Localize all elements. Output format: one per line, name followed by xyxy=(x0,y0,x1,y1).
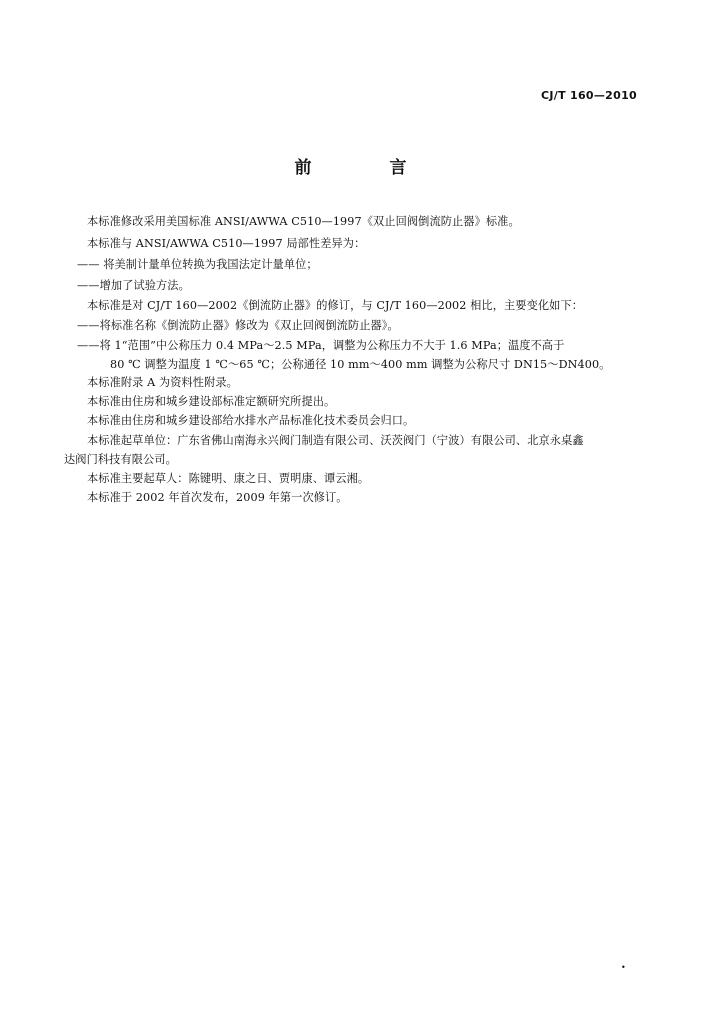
page-mark: • xyxy=(621,963,626,972)
list-item: ——增加了试验方法。 xyxy=(77,279,190,292)
standard-number: CJ/T 160—2010 xyxy=(541,89,637,102)
paragraph: 本标准附录 A 为资料性附录。 xyxy=(87,376,238,389)
paragraph: 本标准与 ANSI/AWWA C510—1997 局部性差异为： xyxy=(87,237,366,250)
page-title: 前 言 xyxy=(294,158,443,178)
paragraph: 本标准于 2002 年首次发布，2009 年第一次修订。 xyxy=(87,491,348,504)
list-item-continuation: 80 ℃ 调整为温度 1 ℃～65 ℃；公称通径 10 mm～400 mm 调整为公称尺寸 DN15～DN400。 xyxy=(110,358,611,371)
paragraph: 本标准修改采用美国标准 ANSI/AWWA C510—1997《双止回阀倒流防止器》标准。 xyxy=(87,215,520,228)
paragraph: 本标准起草单位：广东省佛山南海永兴阀门制造有限公司、沃茨阀门（宁波）有限公司、北京永桌鑫 xyxy=(87,434,584,447)
list-item: ——将标准名称《倒流防止器》修改为《双止回阀倒流防止器》。 xyxy=(77,319,399,332)
list-item: —— 将美制计量单位转换为我国法定计量单位； xyxy=(77,258,318,271)
paragraph: 本标准由住房和城乡建设部给水排水产品标准化技术委员会归口。 xyxy=(87,414,415,427)
paragraph: 本标准主要起草人：陈键明、康之日、贾明康、谭云湘。 xyxy=(87,472,370,485)
paragraph: 本标准是对 CJ/T 160—2002《倒流防止器》的修订，与 CJ/T 160—2002 相比，主要变化如下： xyxy=(87,299,584,312)
list-item: ——将 1“范围”中公称压力 0.4 MPa～2.5 MPa，调整为公称压力不大于 1.6 MPa；温度不高于 xyxy=(77,339,565,352)
paragraph-continuation: 达阀门科技有限公司。 xyxy=(64,453,177,466)
paragraph: 本标准由住房和城乡建设部标准定额研究所提出。 xyxy=(87,395,336,408)
